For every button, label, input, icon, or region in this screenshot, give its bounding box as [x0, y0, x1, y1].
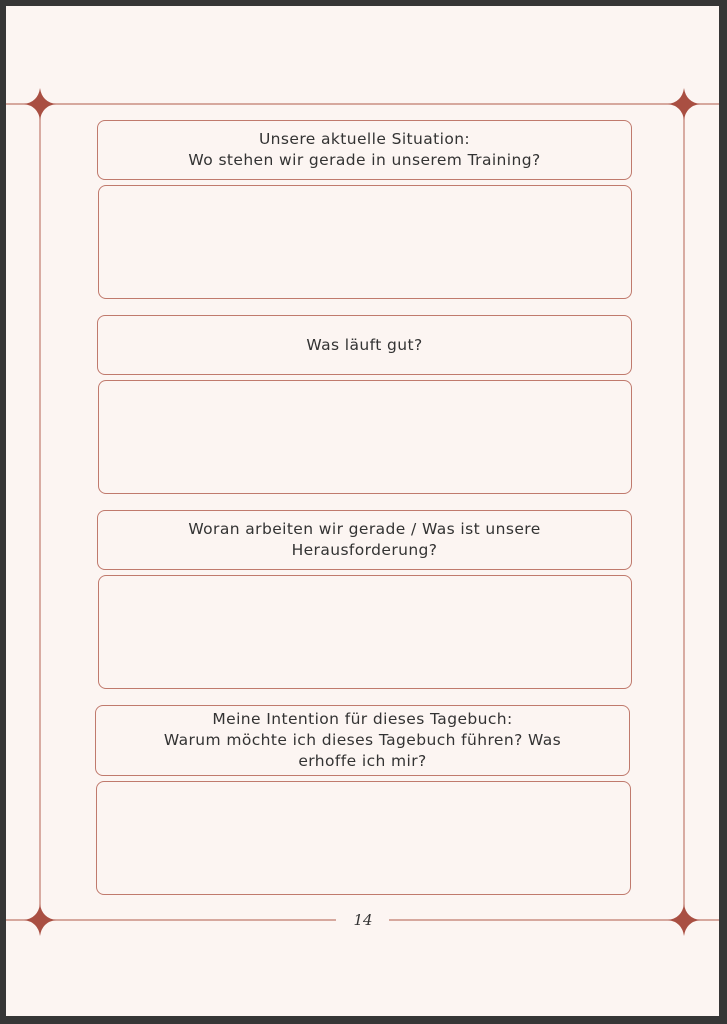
question-box-what-goes-well [97, 315, 632, 375]
four-point-star-icon [24, 88, 56, 120]
question-box-current-challenge [97, 510, 632, 570]
four-point-star-icon [24, 904, 56, 936]
answer-box-what-goes-well[interactable] [98, 380, 632, 494]
page-number: 14 [353, 911, 373, 929]
question-line: Was läuft gut? [306, 335, 423, 354]
four-point-star-icon [668, 88, 700, 120]
question-line: Herausforderung? [291, 541, 438, 559]
answer-box-journal-intention[interactable] [96, 781, 631, 895]
question-box-journal-intention [95, 705, 630, 776]
question-line: Woran arbeiten wir gerade / Was ist unsere [188, 520, 541, 538]
answer-box-current-challenge[interactable] [98, 575, 632, 689]
question-line: Meine Intention für dieses Tagebuch: [212, 710, 513, 728]
question-box-current-situation [97, 120, 632, 180]
journal-page [6, 6, 719, 1016]
question-line: erhoffe ich mir? [298, 752, 427, 770]
answer-box-current-situation[interactable] [98, 185, 632, 299]
question-line: Unsere aktuelle Situation: [258, 130, 471, 148]
four-point-star-icon [668, 904, 700, 936]
question-line: Warum möchte ich dieses Tagebuch führen? Was [163, 731, 562, 749]
question-line: Wo stehen wir gerade in unserem Training? [188, 151, 541, 169]
